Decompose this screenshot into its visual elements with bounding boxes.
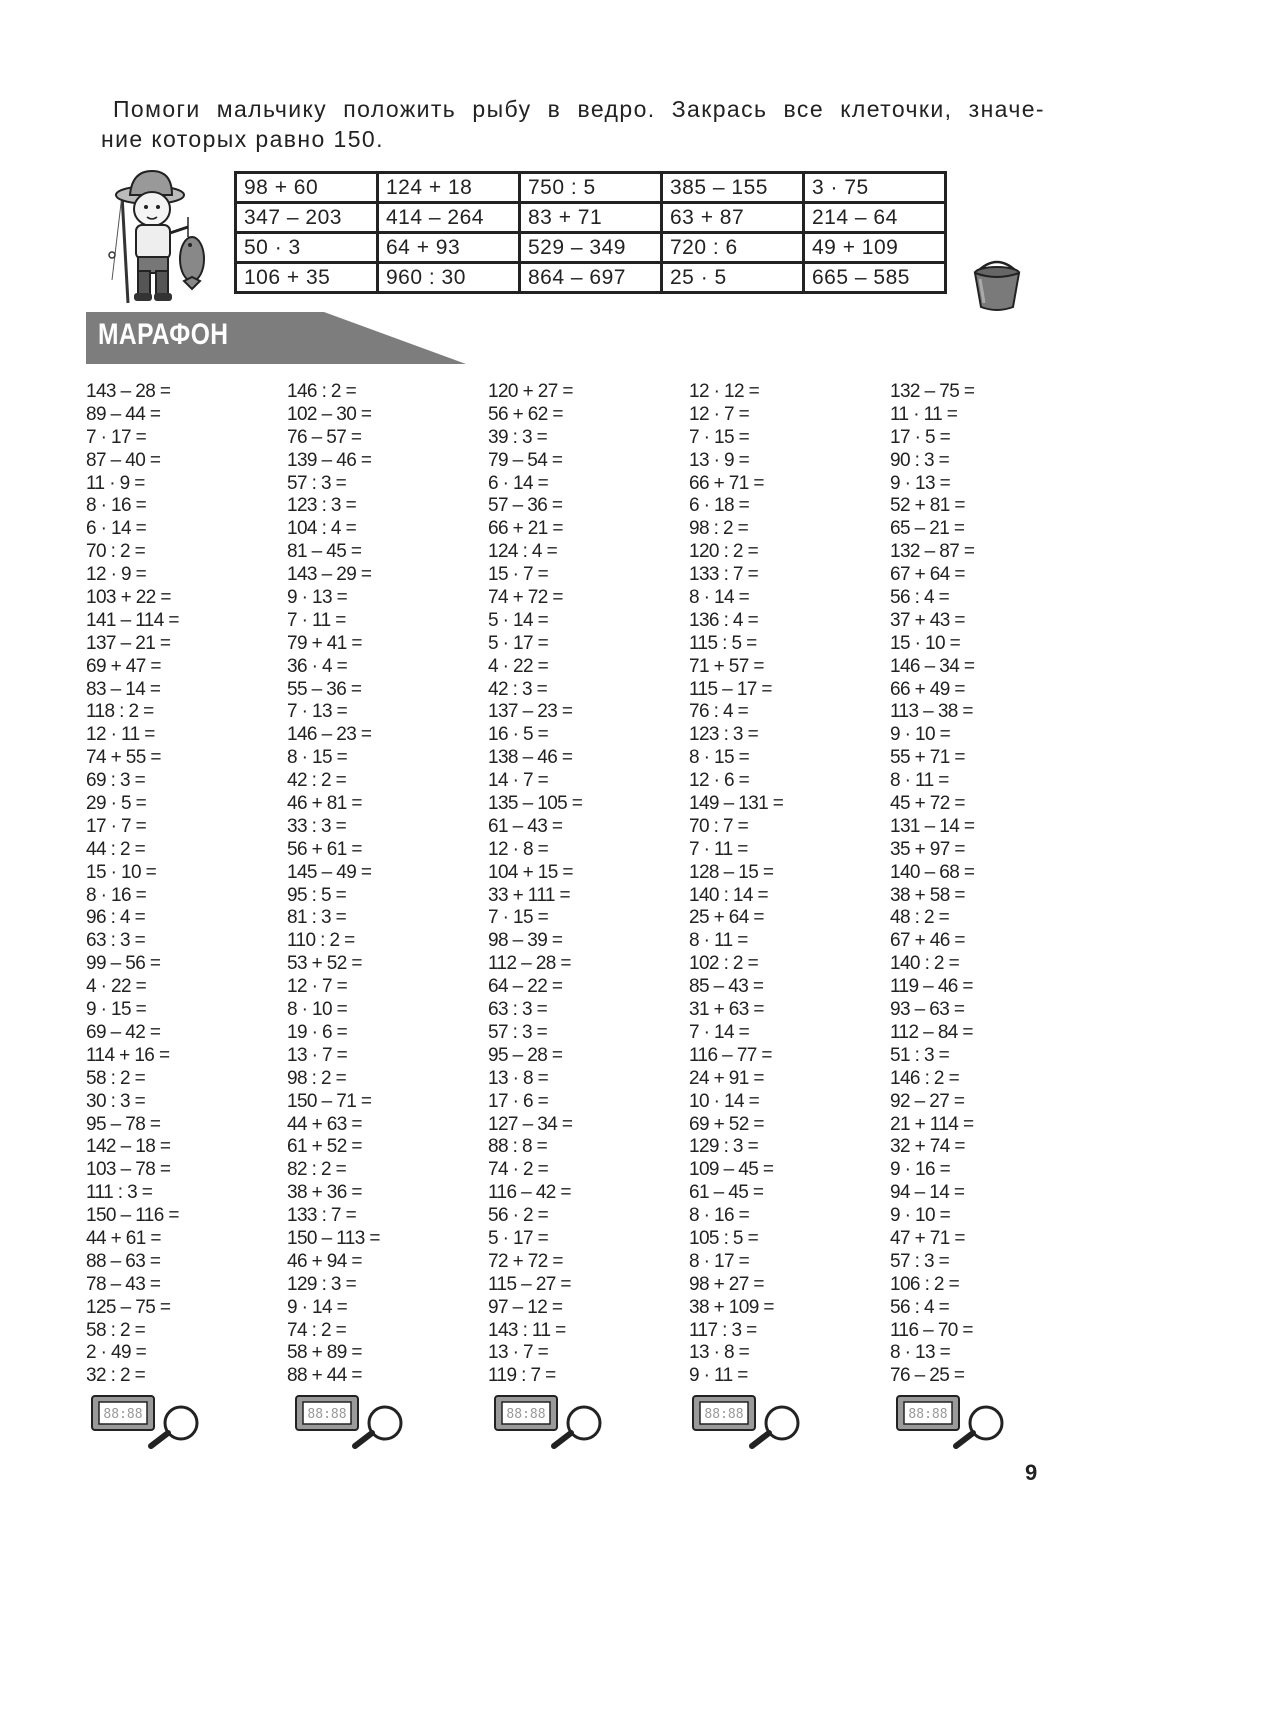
grid-cell[interactable]: 98 + 60 (236, 173, 378, 203)
marathon-expression: 45 + 72 = (890, 793, 965, 815)
svg-text:88:88: 88:88 (704, 1407, 744, 1422)
marathon-expression: 42 : 3 = (488, 678, 548, 700)
marathon-expression: 89 – 44 = (86, 403, 161, 425)
marathon-expression: 131 – 14 = (890, 815, 975, 837)
marathon-expression: 56 + 62 = (488, 403, 563, 425)
marathon-expression: 12 · 8 = (488, 838, 549, 860)
marathon-column (890, 381, 974, 1388)
expression-grid (234, 171, 947, 294)
marathon-expression: 53 + 52 = (287, 953, 362, 975)
marathon-expression: 116 – 42 = (488, 1182, 571, 1204)
marathon-expression: 58 : 2 = (86, 1067, 146, 1089)
marathon-expression: 115 – 17 = (689, 678, 772, 700)
marathon-expression: 31 + 63 = (689, 999, 764, 1021)
marathon-expression: 8 · 16 = (689, 1205, 750, 1227)
marathon-expression: 17 · 7 = (86, 815, 147, 837)
marathon-expression: 69 : 3 = (86, 770, 146, 792)
marathon-expression: 13 · 7 = (287, 1044, 348, 1066)
marathon-expression: 17 · 6 = (488, 1090, 549, 1112)
marathon-expression: 67 + 46 = (890, 930, 965, 952)
marathon-expression: 123 : 3 = (287, 495, 357, 517)
timer-magnifier-icon (692, 1393, 807, 1449)
marathon-expression: 119 : 7 = (488, 1365, 556, 1387)
marathon-expression: 33 + 111 = (488, 884, 571, 906)
marathon-expression: 140 : 2 = (890, 953, 960, 975)
grid-cell[interactable]: 3 · 75 (804, 173, 946, 203)
grid-cell[interactable]: 750 : 5 (520, 173, 662, 203)
marathon-expression: 42 : 2 = (287, 770, 347, 792)
marathon-expression: 114 + 16 = (86, 1044, 170, 1066)
marathon-expression: 12 · 7 = (689, 403, 750, 425)
marathon-expression: 48 : 2 = (890, 907, 950, 929)
marathon-expression: 8 · 16 = (86, 495, 147, 517)
marathon-expression: 52 + 81 = (890, 495, 965, 517)
marathon-expression: 99 – 56 = (86, 953, 161, 975)
marathon-expression: 51 : 3 = (890, 1044, 950, 1066)
marathon-expression: 13 · 9 = (689, 449, 750, 471)
marathon-expression: 116 – 77 = (689, 1044, 772, 1066)
grid-cell[interactable]: 665 – 585 (804, 263, 946, 293)
marathon-expression: 117 : 3 = (689, 1319, 757, 1341)
marathon-column (488, 381, 582, 1388)
marathon-expression: 146 – 23 = (287, 724, 372, 746)
marathon-expression: 17 · 5 = (890, 426, 951, 448)
marathon-expression: 9 · 10 = (890, 724, 951, 746)
marathon-expression: 132 – 87 = (890, 541, 975, 563)
marathon-expression: 82 : 2 = (287, 1159, 347, 1181)
grid-cell[interactable]: 25 · 5 (662, 263, 804, 293)
marathon-expression: 146 : 2 = (287, 381, 357, 402)
marathon-expression: 30 : 3 = (86, 1090, 146, 1112)
marathon-expression: 79 + 41 = (287, 632, 362, 654)
marathon-expression: 46 + 94 = (287, 1250, 362, 1272)
marathon-expression: 16 · 5 = (488, 724, 549, 746)
marathon-expression: 12 · 11 = (86, 724, 155, 746)
marathon-expression: 29 · 5 = (86, 793, 147, 815)
marathon-expression: 9 · 16 = (890, 1159, 951, 1181)
marathon-expression: 102 – 30 = (287, 403, 372, 425)
svg-text:88:88: 88:88 (103, 1407, 143, 1422)
marathon-expression: 120 : 2 = (689, 541, 759, 563)
marathon-expression: 118 : 2 = (86, 701, 154, 723)
marathon-expression: 24 + 91 = (689, 1067, 764, 1089)
marathon-expression: 7 · 17 = (86, 426, 147, 448)
marathon-expression: 76 : 4 = (689, 701, 749, 723)
marathon-expression: 9 · 13 = (890, 472, 951, 494)
marathon-expression: 63 : 3 = (488, 999, 548, 1021)
marathon-expression: 133 : 7 = (689, 564, 759, 586)
marathon-expression: 57 : 3 = (287, 472, 347, 494)
marathon-expression: 66 + 21 = (488, 518, 563, 540)
marathon-expression: 88 : 8 = (488, 1136, 548, 1158)
marathon-expression: 8 · 15 = (287, 747, 348, 769)
marathon-expression: 10 · 14 = (689, 1090, 760, 1112)
marathon-expression: 127 – 34 = (488, 1113, 573, 1135)
marathon-expression: 93 – 63 = (890, 999, 965, 1021)
marathon-expression: 143 : 11 = (488, 1319, 566, 1341)
marathon-expression: 8 · 15 = (689, 747, 750, 769)
marathon-expression: 8 · 16 = (86, 884, 147, 906)
marathon-expression: 74 + 55 = (86, 747, 161, 769)
marathon-expression: 9 · 10 = (890, 1205, 951, 1227)
marathon-expression: 2 · 49 = (86, 1342, 147, 1364)
marathon-expression: 7 · 14 = (689, 1021, 750, 1043)
marathon-expression: 56 + 61 = (287, 838, 362, 860)
marathon-expression: 70 : 7 = (689, 815, 749, 837)
marathon-expression: 7 · 13 = (287, 701, 348, 723)
marathon-expression: 81 : 3 = (287, 907, 347, 929)
marathon-expression: 36 · 4 = (287, 655, 348, 677)
marathon-expression: 103 + 22 = (86, 587, 171, 609)
marathon-expression: 32 : 2 = (86, 1365, 146, 1387)
marathon-expression: 9 · 14 = (287, 1296, 348, 1318)
grid-cell[interactable]: 529 – 349 (520, 233, 662, 263)
marathon-expression: 66 + 71 = (689, 472, 764, 494)
marathon-expression: 105 : 5 = (689, 1227, 759, 1249)
marathon-expression: 44 + 63 = (287, 1113, 362, 1135)
marathon-expression: 137 – 23 = (488, 701, 573, 723)
marathon-expression: 5 · 17 = (488, 1227, 549, 1249)
marathon-expression: 69 – 42 = (86, 1021, 161, 1043)
timer-magnifier-icon (896, 1393, 1011, 1449)
marathon-expression: 137 – 21 = (86, 632, 171, 654)
marathon-expression: 58 : 2 = (86, 1319, 146, 1341)
marathon-expression: 79 – 54 = (488, 449, 563, 471)
marathon-expression: 112 – 28 = (488, 953, 571, 975)
grid-row (236, 203, 946, 233)
marathon-expression: 136 : 4 = (689, 609, 759, 631)
page-number: 9 (1025, 1460, 1038, 1485)
marathon-expression: 58 + 89 = (287, 1342, 362, 1364)
grid-row (236, 173, 946, 203)
marathon-expression: 140 : 14 = (689, 884, 769, 906)
marathon-expression: 146 – 34 = (890, 655, 975, 677)
marathon-expression: 57 – 36 = (488, 495, 563, 517)
marathon-expression: 33 : 3 = (287, 815, 347, 837)
marathon-expression: 143 – 28 = (86, 381, 171, 402)
svg-text:88:88: 88:88 (506, 1407, 546, 1422)
marathon-expression: 128 – 15 = (689, 861, 774, 883)
marathon-expression: 57 : 3 = (488, 1021, 548, 1043)
marathon-expression: 9 · 15 = (86, 999, 147, 1021)
marathon-expression: 8 · 11 = (890, 770, 949, 792)
grid-cell[interactable]: 414 – 264 (378, 203, 520, 233)
marathon-expression: 35 + 97 = (890, 838, 965, 860)
marathon-expression: 81 – 45 = (287, 541, 362, 563)
marathon-expression: 150 – 116 = (86, 1205, 179, 1227)
grid-row (236, 233, 946, 263)
marathon-expression: 11 · 11 = (890, 403, 958, 425)
marathon-expression: 94 – 14 = (890, 1182, 965, 1204)
marathon-expression: 4 · 22 = (488, 655, 549, 677)
marathon-expression: 88 + 44 = (287, 1365, 362, 1387)
marathon-expression: 8 · 14 = (689, 587, 750, 609)
marathon-expression: 32 + 74 = (890, 1136, 965, 1158)
marathon-expression: 6 · 14 = (86, 518, 147, 540)
marathon-expression: 95 – 28 = (488, 1044, 563, 1066)
grid-cell[interactable]: 214 – 64 (804, 203, 946, 233)
marathon-expression: 11 · 9 = (86, 472, 145, 494)
marathon-expression: 8 · 17 = (689, 1250, 750, 1272)
marathon-expression: 61 – 43 = (488, 815, 563, 837)
marathon-expression: 95 – 78 = (86, 1113, 161, 1135)
marathon-expression: 12 · 7 = (287, 976, 348, 998)
marathon-expression: 9 · 13 = (287, 587, 348, 609)
marathon-expression: 5 · 14 = (488, 609, 549, 631)
marathon-expression: 115 – 27 = (488, 1273, 571, 1295)
marathon-expression: 72 + 72 = (488, 1250, 563, 1272)
marathon-expression: 120 + 27 = (488, 381, 573, 402)
marathon-expression: 74 · 2 = (488, 1159, 549, 1181)
marathon-expression: 76 – 25 = (890, 1365, 965, 1387)
marathon-expression: 21 + 114 = (890, 1113, 974, 1135)
marathon-expression: 5 · 17 = (488, 632, 549, 654)
marathon-expression: 125 – 75 = (86, 1296, 171, 1318)
svg-text:88:88: 88:88 (908, 1407, 948, 1422)
marathon-expression: 133 : 7 = (287, 1205, 357, 1227)
marathon-expression: 97 – 12 = (488, 1296, 563, 1318)
marathon-column (689, 381, 783, 1388)
marathon-expression: 15 · 7 = (488, 564, 549, 586)
marathon-expression: 113 – 38 = (890, 701, 973, 723)
fisher-boy-illustration (100, 165, 220, 305)
marathon-expression: 139 – 46 = (287, 449, 372, 471)
marathon-expression: 6 · 14 = (488, 472, 549, 494)
marathon-expression: 135 – 105 = (488, 793, 583, 815)
grid-cell[interactable]: 960 : 30 (378, 263, 520, 293)
marathon-expression: 90 : 3 = (890, 449, 950, 471)
marathon-expression: 104 : 4 = (287, 518, 357, 540)
marathon-expression: 8 · 13 = (890, 1342, 951, 1364)
marathon-expression: 7 · 11 = (689, 838, 748, 860)
marathon-expression: 69 + 47 = (86, 655, 161, 677)
marathon-expression: 142 – 18 = (86, 1136, 171, 1158)
marathon-expression: 95 : 5 = (287, 884, 347, 906)
timer-magnifier-icon (91, 1393, 206, 1449)
marathon-title: МАРАФОН (98, 318, 229, 351)
marathon-expression: 55 – 36 = (287, 678, 362, 700)
marathon-expression: 98 – 39 = (488, 930, 563, 952)
marathon-expression: 38 + 109 = (689, 1296, 774, 1318)
marathon-expression: 44 + 61 = (86, 1227, 161, 1249)
marathon-expression: 8 · 11 = (689, 930, 748, 952)
timer-magnifier-icon (494, 1393, 609, 1449)
grid-cell[interactable]: 864 – 697 (520, 263, 662, 293)
grid-cell[interactable]: 124 + 18 (378, 173, 520, 203)
marathon-expression: 98 + 27 = (689, 1273, 764, 1295)
grid-cell[interactable]: 385 – 155 (662, 173, 804, 203)
marathon-expression: 116 – 70 = (890, 1319, 973, 1341)
marathon-expression: 14 · 7 = (488, 770, 549, 792)
marathon-expression: 74 : 2 = (287, 1319, 347, 1341)
marathon-expression: 63 : 3 = (86, 930, 146, 952)
marathon-expression: 104 + 15 = (488, 861, 573, 883)
grid-cell[interactable]: 64 + 93 (378, 233, 520, 263)
marathon-expression: 112 – 84 = (890, 1021, 973, 1043)
grid-cell[interactable]: 106 + 35 (236, 263, 378, 293)
marathon-column (86, 381, 179, 1388)
marathon-expression: 145 – 49 = (287, 861, 372, 883)
marathon-expression: 83 – 14 = (86, 678, 161, 700)
marathon-expression: 78 – 43 = (86, 1273, 161, 1295)
marathon-expression: 13 · 8 = (488, 1067, 549, 1089)
marathon-expression: 56 : 4 = (890, 1296, 950, 1318)
marathon-expression: 123 : 3 = (689, 724, 759, 746)
marathon-expression: 38 + 58 = (890, 884, 965, 906)
marathon-expression: 7 · 15 = (488, 907, 549, 929)
marathon-expression: 57 : 3 = (890, 1250, 950, 1272)
marathon-expression: 103 – 78 = (86, 1159, 171, 1181)
marathon-expression: 44 : 2 = (86, 838, 146, 860)
marathon-expression: 65 – 21 = (890, 518, 965, 540)
bucket-icon (968, 255, 1026, 313)
marathon-expression: 7 · 11 = (287, 609, 346, 631)
marathon-expression: 132 – 75 = (890, 381, 975, 402)
grid-cell[interactable]: 83 + 71 (520, 203, 662, 233)
marathon-expression: 8 · 10 = (287, 999, 348, 1021)
marathon-expression: 38 + 36 = (287, 1182, 362, 1204)
marathon-expression: 143 – 29 = (287, 564, 372, 586)
marathon-expression: 98 : 2 = (287, 1067, 347, 1089)
timer-magnifier-icon (295, 1393, 410, 1449)
marathon-expression: 76 – 57 = (287, 426, 362, 448)
marathon-expression: 37 + 43 = (890, 609, 965, 631)
grid-row (236, 263, 946, 293)
marathon-expression: 106 : 2 = (890, 1273, 960, 1295)
marathon-expression: 74 + 72 = (488, 587, 563, 609)
marathon-expression: 129 : 3 = (689, 1136, 759, 1158)
marathon-expression: 138 – 46 = (488, 747, 573, 769)
marathon-expression: 9 · 11 = (689, 1365, 748, 1387)
grid-cell[interactable]: 63 + 87 (662, 203, 804, 233)
marathon-expression: 129 : 3 = (287, 1273, 357, 1295)
marathon-expression: 4 · 22 = (86, 976, 147, 998)
marathon-expression: 119 – 46 = (890, 976, 973, 998)
marathon-expression: 88 – 63 = (86, 1250, 161, 1272)
marathon-expression: 110 : 2 = (287, 930, 355, 952)
svg-text:88:88: 88:88 (307, 1407, 347, 1422)
marathon-expression: 25 + 64 = (689, 907, 764, 929)
marathon-expression: 46 + 81 = (287, 793, 362, 815)
marathon-expression: 13 · 7 = (488, 1342, 549, 1364)
marathon-expression: 7 · 15 = (689, 426, 750, 448)
marathon-expression: 55 + 71 = (890, 747, 965, 769)
marathon-column (287, 381, 380, 1388)
marathon-expression: 150 – 113 = (287, 1227, 380, 1249)
marathon-expression: 15 · 10 = (86, 861, 157, 883)
marathon-expression: 92 – 27 = (890, 1090, 965, 1112)
marathon-expression: 12 · 6 = (689, 770, 750, 792)
task-line-1: Помоги мальчику положить рыбу в ведро. Закрась все клеточки, значе- (113, 96, 1045, 122)
marathon-expression: 71 + 57 = (689, 655, 764, 677)
task-line-2: ние которых равно 150. (101, 126, 384, 152)
marathon-expression: 85 – 43 = (689, 976, 764, 998)
marathon-expression: 96 : 4 = (86, 907, 146, 929)
grid-cell[interactable]: 720 : 6 (662, 233, 804, 263)
marathon-expression: 87 – 40 = (86, 449, 161, 471)
marathon-expression: 61 – 45 = (689, 1182, 764, 1204)
grid-cell[interactable]: 49 + 109 (804, 233, 946, 263)
marathon-expression: 61 + 52 = (287, 1136, 362, 1158)
marathon-expression: 47 + 71 = (890, 1227, 965, 1249)
marathon-expression: 19 · 6 = (287, 1021, 348, 1043)
marathon-expression: 15 · 10 = (890, 632, 961, 654)
marathon-expression: 141 – 114 = (86, 609, 179, 631)
marathon-expression: 6 · 18 = (689, 495, 750, 517)
marathon-expression: 64 – 22 = (488, 976, 563, 998)
marathon-expression: 124 : 4 = (488, 541, 558, 563)
marathon-expression: 98 : 2 = (689, 518, 749, 540)
marathon-expression: 102 : 2 = (689, 953, 759, 975)
marathon-expression: 70 : 2 = (86, 541, 146, 563)
marathon-expression: 115 : 5 = (689, 632, 757, 654)
marathon-expression: 13 · 8 = (689, 1342, 750, 1364)
marathon-expression: 56 : 4 = (890, 587, 950, 609)
marathon-expression: 12 · 9 = (86, 564, 147, 586)
marathon-expression: 69 + 52 = (689, 1113, 764, 1135)
task-instructions (101, 94, 1045, 154)
marathon-expression: 39 : 3 = (488, 426, 548, 448)
marathon-expression: 56 · 2 = (488, 1205, 549, 1227)
marathon-expression: 67 + 64 = (890, 564, 965, 586)
marathon-expression: 149 – 131 = (689, 793, 784, 815)
grid-cell[interactable]: 50 · 3 (236, 233, 378, 263)
marathon-expression: 150 – 71 = (287, 1090, 372, 1112)
marathon-expression: 66 + 49 = (890, 678, 965, 700)
marathon-expression: 111 : 3 = (86, 1182, 153, 1204)
grid-cell[interactable]: 347 – 203 (236, 203, 378, 233)
marathon-expression: 12 · 12 = (689, 381, 760, 402)
marathon-expression: 140 – 68 = (890, 861, 975, 883)
marathon-expression: 146 : 2 = (890, 1067, 960, 1089)
marathon-expression: 109 – 45 = (689, 1159, 774, 1181)
